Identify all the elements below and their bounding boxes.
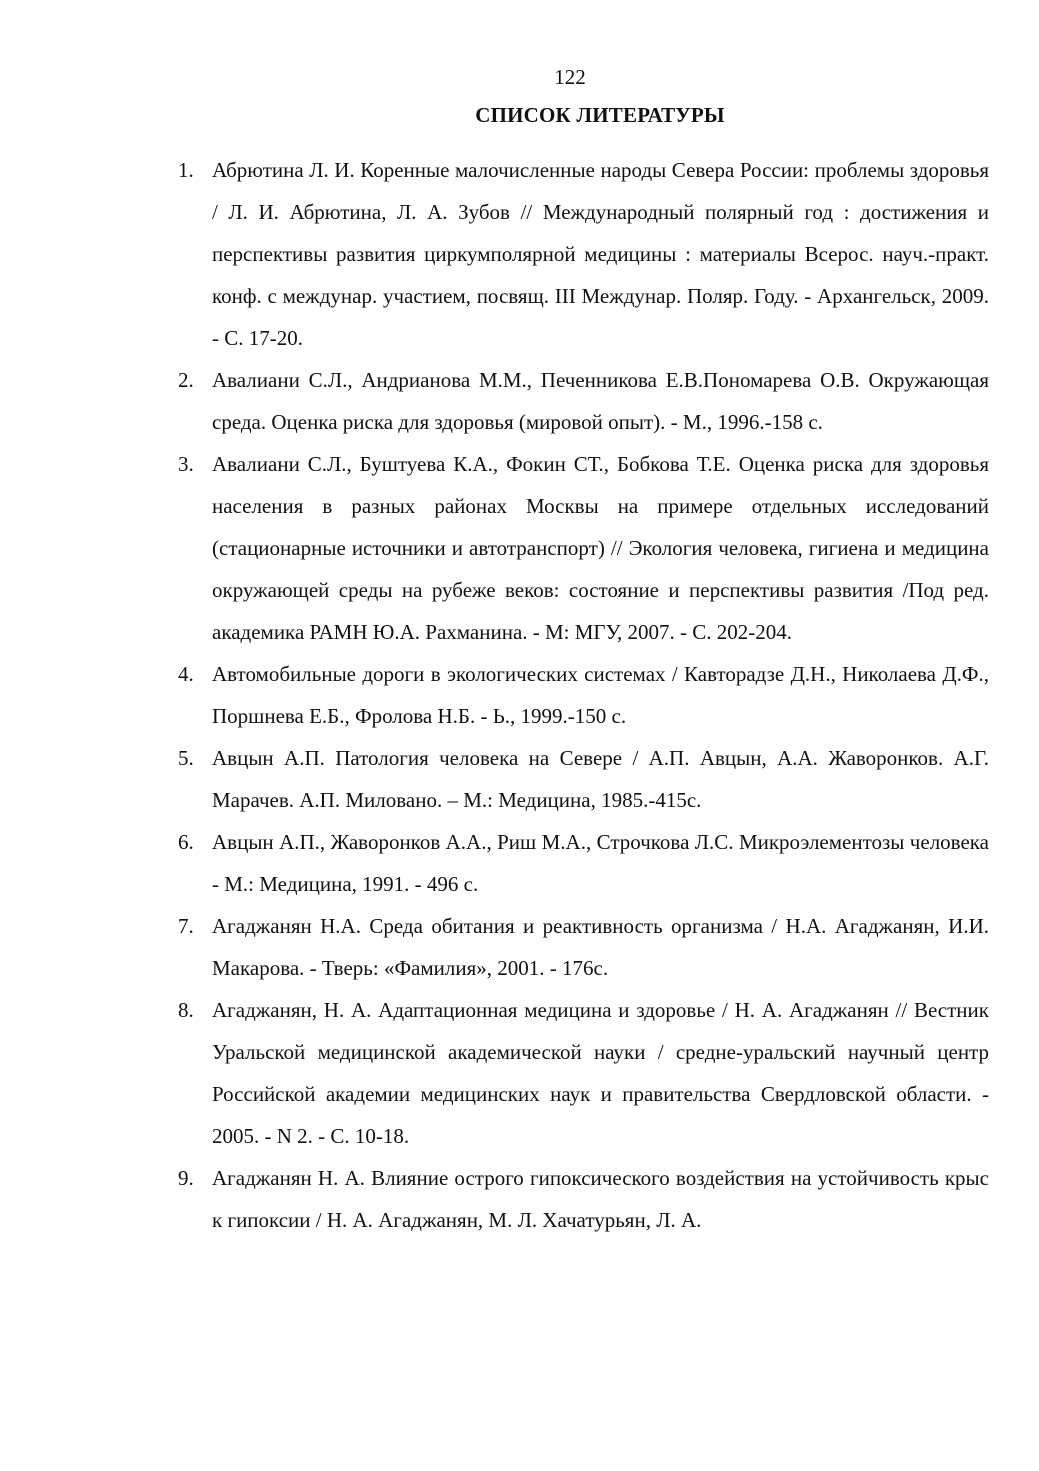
reference-item	[178, 359, 989, 443]
reference-item	[178, 443, 989, 653]
reference-text: Авцын А.П. Патология человека на Севере / А.П. Авцын, А.А. Жаворонков. А.Г. Марачев. А.П. Миловано. – М.: Медицина, 1985.-415с.	[212, 746, 989, 812]
reference-text: Авалиани С.Л., Андрианова М.М., Печенникова Е.В.Пономарева О.В. Окружающая среда. Оценка риска для здоровья (мировой опыт). - М., 1996.-158 с.	[212, 368, 989, 434]
reference-text: Автомобильные дороги в экологических системах / Кавторадзе Д.Н., Николаева Д.Ф., Поршнева Е.Б., Фролова Н.Б. - Ь., 1999.-150 с.	[212, 662, 989, 728]
reference-number: 9.	[178, 1166, 194, 1190]
reference-text: Авалиани С.Л., Буштуева К.А., Фокин СТ., Бобкова Т.Е. Оценка риска для здоровья населения в разных районах Москвы на примере отдельных исследований (стационарные источники и автотранспорт) // Экология человека, гигиена и медицина окружающей среды на рубеже веков: состояние и перспективы развития /Под ред. академика РАМН Ю.А. Рахманина. - М: МГУ, 2007. - С. 202-204.	[212, 452, 989, 644]
reference-item	[178, 821, 989, 905]
reference-item	[178, 737, 989, 821]
reference-item	[178, 653, 989, 737]
reference-number: 7.	[178, 914, 194, 938]
page-number: 122	[554, 65, 586, 89]
reference-number: 5.	[178, 746, 194, 770]
reference-number: 2.	[178, 368, 194, 392]
reference-number: 1.	[178, 158, 194, 182]
reference-item	[178, 905, 989, 989]
reference-item	[178, 149, 989, 359]
reference-text: Агаджанян, Н. А. Адаптационная медицина и здоровье / Н. А. Агаджанян // Вестник Уральской медицинской академической науки / средне-уральский научный центр Российской академии медицинских наук и правительства Свердловской области. - 2005. - N 2. - С. 10-18.	[212, 998, 989, 1148]
reference-text: Агаджанян Н. А. Влияние острого гипоксического воздействия на устойчивость крыс к гипоксии / Н. А. Агаджанян, М. Л. Хачатурьян, Л. А.	[212, 1166, 989, 1232]
reference-text: Абрютина Л. И. Коренные малочисленные народы Севера России: проблемы здоровья / Л. И. Абрютина, Л. А. Зубов // Международный полярный год : достижения и перспективы развития циркумполярной медицины : материалы Всерос. науч.-практ. конф. с междунар. участием, посвящ. III Междунар. Поляр. Году. - Архангельск, 2009. - С. 17-20.	[212, 158, 989, 350]
reference-number: 4.	[178, 662, 194, 686]
reference-item	[178, 1157, 989, 1241]
page-title: СПИСОК ЛИТЕРАТУРЫ	[475, 103, 725, 127]
reference-text: Авцын А.П., Жаворонков А.А., Риш М.А., Строчкова Л.С. Микроэлементозы человека - М.: Медицина, 1991. - 496 с.	[212, 830, 989, 896]
reference-text: Агаджанян Н.А. Среда обитания и реактивность организма / Н.А. Агаджанян, И.И. Макарова. - Тверь: «Фамилия», 2001. - 176с.	[212, 914, 989, 980]
reference-number: 8.	[178, 998, 194, 1022]
reference-list	[178, 149, 989, 1241]
reference-item	[178, 989, 989, 1157]
reference-number: 6.	[178, 830, 194, 854]
reference-number: 3.	[178, 452, 194, 476]
